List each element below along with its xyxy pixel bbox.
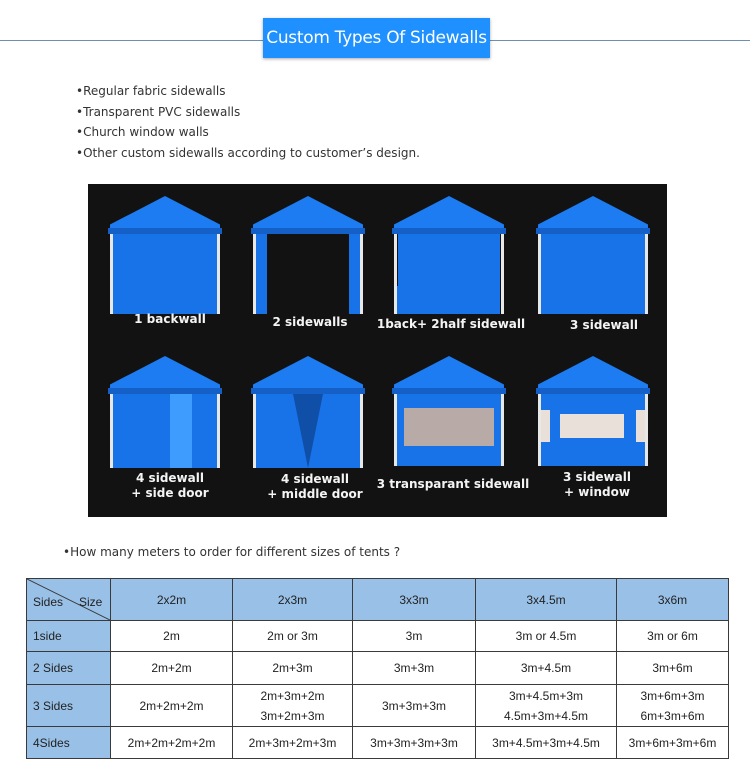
tent-middle-door-icon xyxy=(243,356,373,476)
row-label: 1side xyxy=(27,621,111,652)
table-cell: 3m or 6m xyxy=(617,621,729,652)
table-cell: 3m+6m+3m+6m xyxy=(617,727,729,759)
list-item: • Regular fabric sidewalls xyxy=(76,81,420,102)
corner-sides-label: Sides xyxy=(33,595,64,609)
table-cell: 3m xyxy=(353,621,476,652)
tent-half-sidewall-icon xyxy=(384,196,514,316)
list-item: • Transparent PVC sidewalls xyxy=(76,102,420,123)
table-cell: 3m+6m xyxy=(617,652,729,685)
table-row xyxy=(27,621,729,652)
table-cell: 2m or 3m xyxy=(233,621,353,652)
tent-label: 2 sidewalls xyxy=(272,315,348,329)
table-cell: 3m+3m xyxy=(353,652,476,685)
header-line-right xyxy=(490,40,750,41)
question-text: • How many meters to order for different sizes of tents ? xyxy=(63,545,400,559)
table-cell: 2m+2m+2m+2m xyxy=(111,727,233,759)
tent-window-icon xyxy=(528,356,658,476)
table-cell: 2m+3m+2m 3m+2m+3m xyxy=(233,685,353,727)
page-title: Custom Types Of Sidewalls xyxy=(263,18,490,58)
feature-list xyxy=(76,81,420,163)
header-line-left xyxy=(0,40,265,41)
column-header: 2x2m xyxy=(111,579,233,621)
tent-label: 3 sidewall + window xyxy=(563,470,631,499)
row-label: 4Sides xyxy=(27,727,111,759)
list-item: • Church window walls xyxy=(76,122,420,143)
row-label: 3 Sides xyxy=(27,685,111,727)
corner-size-label: Size xyxy=(79,595,103,609)
list-item: • Other custom sidewalls according to customer’s design. xyxy=(76,143,420,164)
tent-label: 1 backwall xyxy=(134,312,206,326)
corner-cell xyxy=(27,579,111,621)
table-row xyxy=(27,727,729,759)
table-cell: 2m+3m+2m+3m xyxy=(233,727,353,759)
tent-label: 4 sidewall + middle door xyxy=(267,472,363,501)
column-header: 3x6m xyxy=(617,579,729,621)
tent-label: 3 sidewall xyxy=(570,318,638,332)
table-cell: 2m xyxy=(111,621,233,652)
table-cell: 3m+4.5m+3m 4.5m+3m+4.5m xyxy=(476,685,617,727)
table-cell: 2m+3m xyxy=(233,652,353,685)
tent-3-sidewall-icon xyxy=(528,196,658,316)
row-label: 2 Sides xyxy=(27,652,111,685)
tent-label: 1back+ 2half sidewall xyxy=(376,317,526,331)
tent-2-sidewalls-icon xyxy=(243,196,373,316)
table-cell: 3m or 4.5m xyxy=(476,621,617,652)
tent-label: 3 transparant sidewall xyxy=(376,477,530,491)
table-cell: 3m+3m+3m+3m xyxy=(353,727,476,759)
table-cell: 2m+2m xyxy=(111,652,233,685)
table-cell: 3m+4.5m xyxy=(476,652,617,685)
column-header: 2x3m xyxy=(233,579,353,621)
column-header: 3x3m xyxy=(353,579,476,621)
table-cell: 3m+3m+3m xyxy=(353,685,476,727)
tent-1-backwall-icon xyxy=(100,196,230,316)
table-cell: 3m+4.5m+3m+4.5m xyxy=(476,727,617,759)
table-header-row xyxy=(27,579,729,621)
column-header: 3x4.5m xyxy=(476,579,617,621)
tent-transparent-icon xyxy=(384,356,514,476)
table-cell: 2m+2m+2m xyxy=(111,685,233,727)
tent-side-door-icon xyxy=(100,356,230,476)
sidewall-types-image xyxy=(88,184,667,517)
table-cell: 3m+6m+3m 6m+3m+6m xyxy=(617,685,729,727)
tent-label: 4 sidewall + side door xyxy=(131,471,209,500)
sidewall-size-table xyxy=(26,578,729,759)
table-row xyxy=(27,652,729,685)
table-row xyxy=(27,685,729,727)
